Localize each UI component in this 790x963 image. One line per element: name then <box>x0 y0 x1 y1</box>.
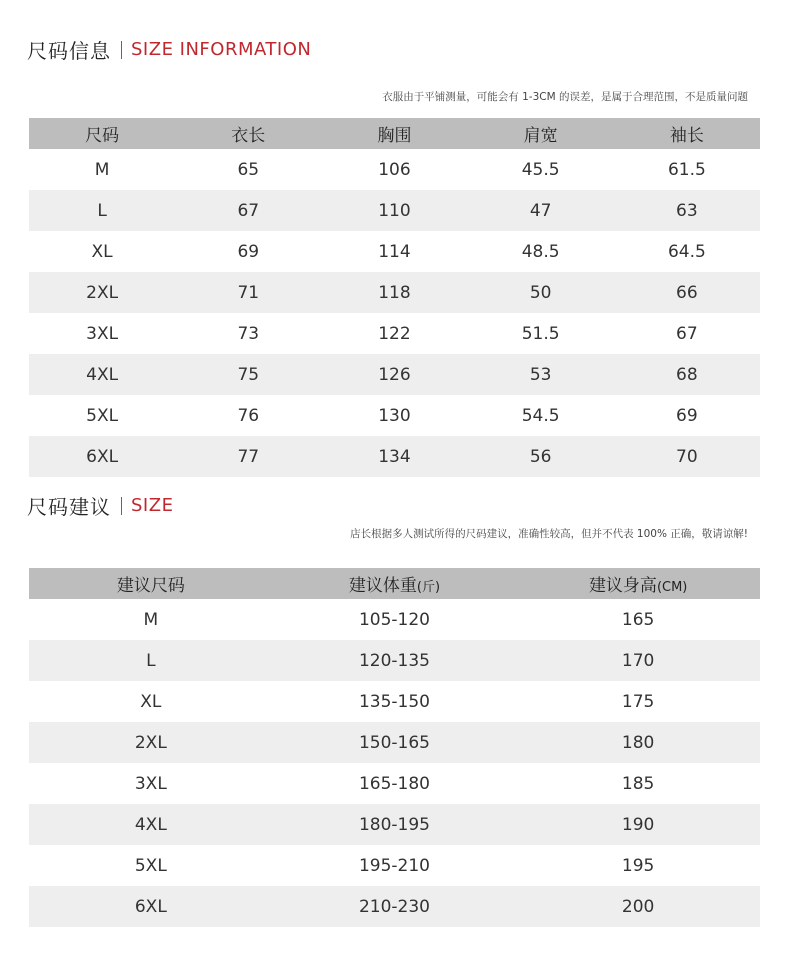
size-info-title <box>27 35 311 64</box>
table-cell: M <box>143 609 159 630</box>
table-cell: 56 <box>468 436 614 477</box>
table-cell: L <box>29 640 273 681</box>
table-row <box>29 149 760 190</box>
table-row <box>29 886 760 927</box>
table-cell: 53 <box>468 354 614 395</box>
table-cell: 126 <box>321 354 467 395</box>
size-info-title-cn: 尺码信息 <box>27 39 111 63</box>
table-cell: 3XL <box>134 773 167 794</box>
size-suggest-title <box>27 491 173 520</box>
table-cell: 76 <box>237 405 260 426</box>
table-cell: 130 <box>378 405 411 426</box>
table-cell: 68 <box>614 354 760 395</box>
table-cell: 2XL <box>29 722 273 763</box>
table-cell: 67 <box>175 190 321 231</box>
table-cell: 69 <box>676 405 698 426</box>
table-row <box>29 395 760 436</box>
table-row <box>29 804 760 845</box>
table-cell: 45.5 <box>521 159 560 180</box>
table-cell: 3XL <box>86 323 119 344</box>
table-cell: 64.5 <box>667 241 706 262</box>
size-suggest-note: 店长根据多人测试所得的尺码建议，准确性较高，但并不代表 100% 正确，敬请谅解! <box>350 528 748 540</box>
table-cell: 77 <box>175 436 321 477</box>
size-info-table <box>29 118 760 477</box>
table-cell: M <box>94 159 110 180</box>
table-cell: 200 <box>516 886 760 927</box>
table-row <box>29 722 760 763</box>
column-header <box>516 568 760 599</box>
table-row <box>29 313 760 354</box>
table-row <box>29 272 760 313</box>
table-cell: 47 <box>468 190 614 231</box>
table-cell: 120-135 <box>273 640 517 681</box>
table-row <box>29 763 760 804</box>
table-cell: 165-180 <box>358 773 430 794</box>
column-header: 胸围 <box>321 118 467 149</box>
table-cell: 71 <box>175 272 321 313</box>
table-cell: 118 <box>321 272 467 313</box>
table-cell: XL <box>140 691 162 712</box>
table-cell: 4XL <box>29 354 175 395</box>
table-cell: 6XL <box>29 886 273 927</box>
table-cell: 69 <box>237 241 260 262</box>
table-row <box>29 436 760 477</box>
table-cell: 195 <box>621 855 655 876</box>
table-cell: 4XL <box>29 804 273 845</box>
table-cell: 180 <box>516 722 760 763</box>
table-cell: 75 <box>175 354 321 395</box>
column-header <box>29 568 273 599</box>
size-suggest-title-cn: 尺码建议 <box>27 495 111 519</box>
table-cell: 165 <box>621 609 655 630</box>
column-header-label: 建议尺码 <box>116 576 185 596</box>
table-cell: 65 <box>237 159 260 180</box>
table-cell: 150-165 <box>273 722 517 763</box>
table-row <box>29 354 760 395</box>
table-row <box>29 845 760 886</box>
title-divider <box>121 41 122 59</box>
table-cell: 190 <box>516 804 760 845</box>
size-info-title-en: SIZE INFORMATION <box>131 39 312 60</box>
table-cell: 210-230 <box>273 886 517 927</box>
table-cell: 54.5 <box>521 405 560 426</box>
table-cell: 195-210 <box>358 855 430 876</box>
size-suggest-table <box>29 568 760 927</box>
table-row <box>29 681 760 722</box>
table-cell: 175 <box>621 691 655 712</box>
table-cell: 185 <box>621 773 655 794</box>
table-cell: 6XL <box>29 436 175 477</box>
column-header: 肩宽 <box>468 118 614 149</box>
table-cell: 63 <box>614 190 760 231</box>
table-cell: 73 <box>237 323 260 344</box>
column-header-label: 建议体重 <box>348 576 417 596</box>
table-cell: 2XL <box>29 272 175 313</box>
column-header: 尺码 <box>29 118 175 149</box>
column-header-label: 建议身高 <box>588 576 657 596</box>
table-cell: 50 <box>468 272 614 313</box>
column-header-unit: (CM) <box>656 580 688 595</box>
column-header: 袖长 <box>614 118 760 149</box>
table-cell: 180-195 <box>273 804 517 845</box>
table-cell: 66 <box>614 272 760 313</box>
table-header-row <box>29 568 760 599</box>
size-info-note: 衣服由于平铺测量，可能会有 1-3CM 的误差，是属于合理范围，不是质量问题 <box>382 91 748 103</box>
table-cell: L <box>29 190 175 231</box>
table-cell: 105-120 <box>358 609 430 630</box>
table-row <box>29 599 760 640</box>
table-cell: 135-150 <box>358 691 430 712</box>
column-header-unit: (斤) <box>416 580 441 595</box>
table-row <box>29 231 760 272</box>
table-cell: XL <box>91 241 113 262</box>
table-cell: 114 <box>378 241 411 262</box>
table-cell: 5XL <box>134 855 167 876</box>
table-cell: 122 <box>378 323 411 344</box>
table-cell: 70 <box>614 436 760 477</box>
title-divider <box>121 497 122 515</box>
size-suggest-title-en: SIZE <box>131 495 174 516</box>
table-header-row <box>29 118 760 149</box>
column-header: 衣长 <box>175 118 321 149</box>
table-cell: 48.5 <box>521 241 560 262</box>
table-cell: 5XL <box>86 405 119 426</box>
table-cell: 51.5 <box>521 323 560 344</box>
table-cell: 110 <box>321 190 467 231</box>
table-cell: 67 <box>676 323 698 344</box>
table-cell: 170 <box>516 640 760 681</box>
table-row <box>29 640 760 681</box>
table-cell: 134 <box>321 436 467 477</box>
table-row <box>29 190 760 231</box>
table-cell: 106 <box>378 159 411 180</box>
column-header <box>273 568 517 599</box>
table-cell: 61.5 <box>667 159 706 180</box>
